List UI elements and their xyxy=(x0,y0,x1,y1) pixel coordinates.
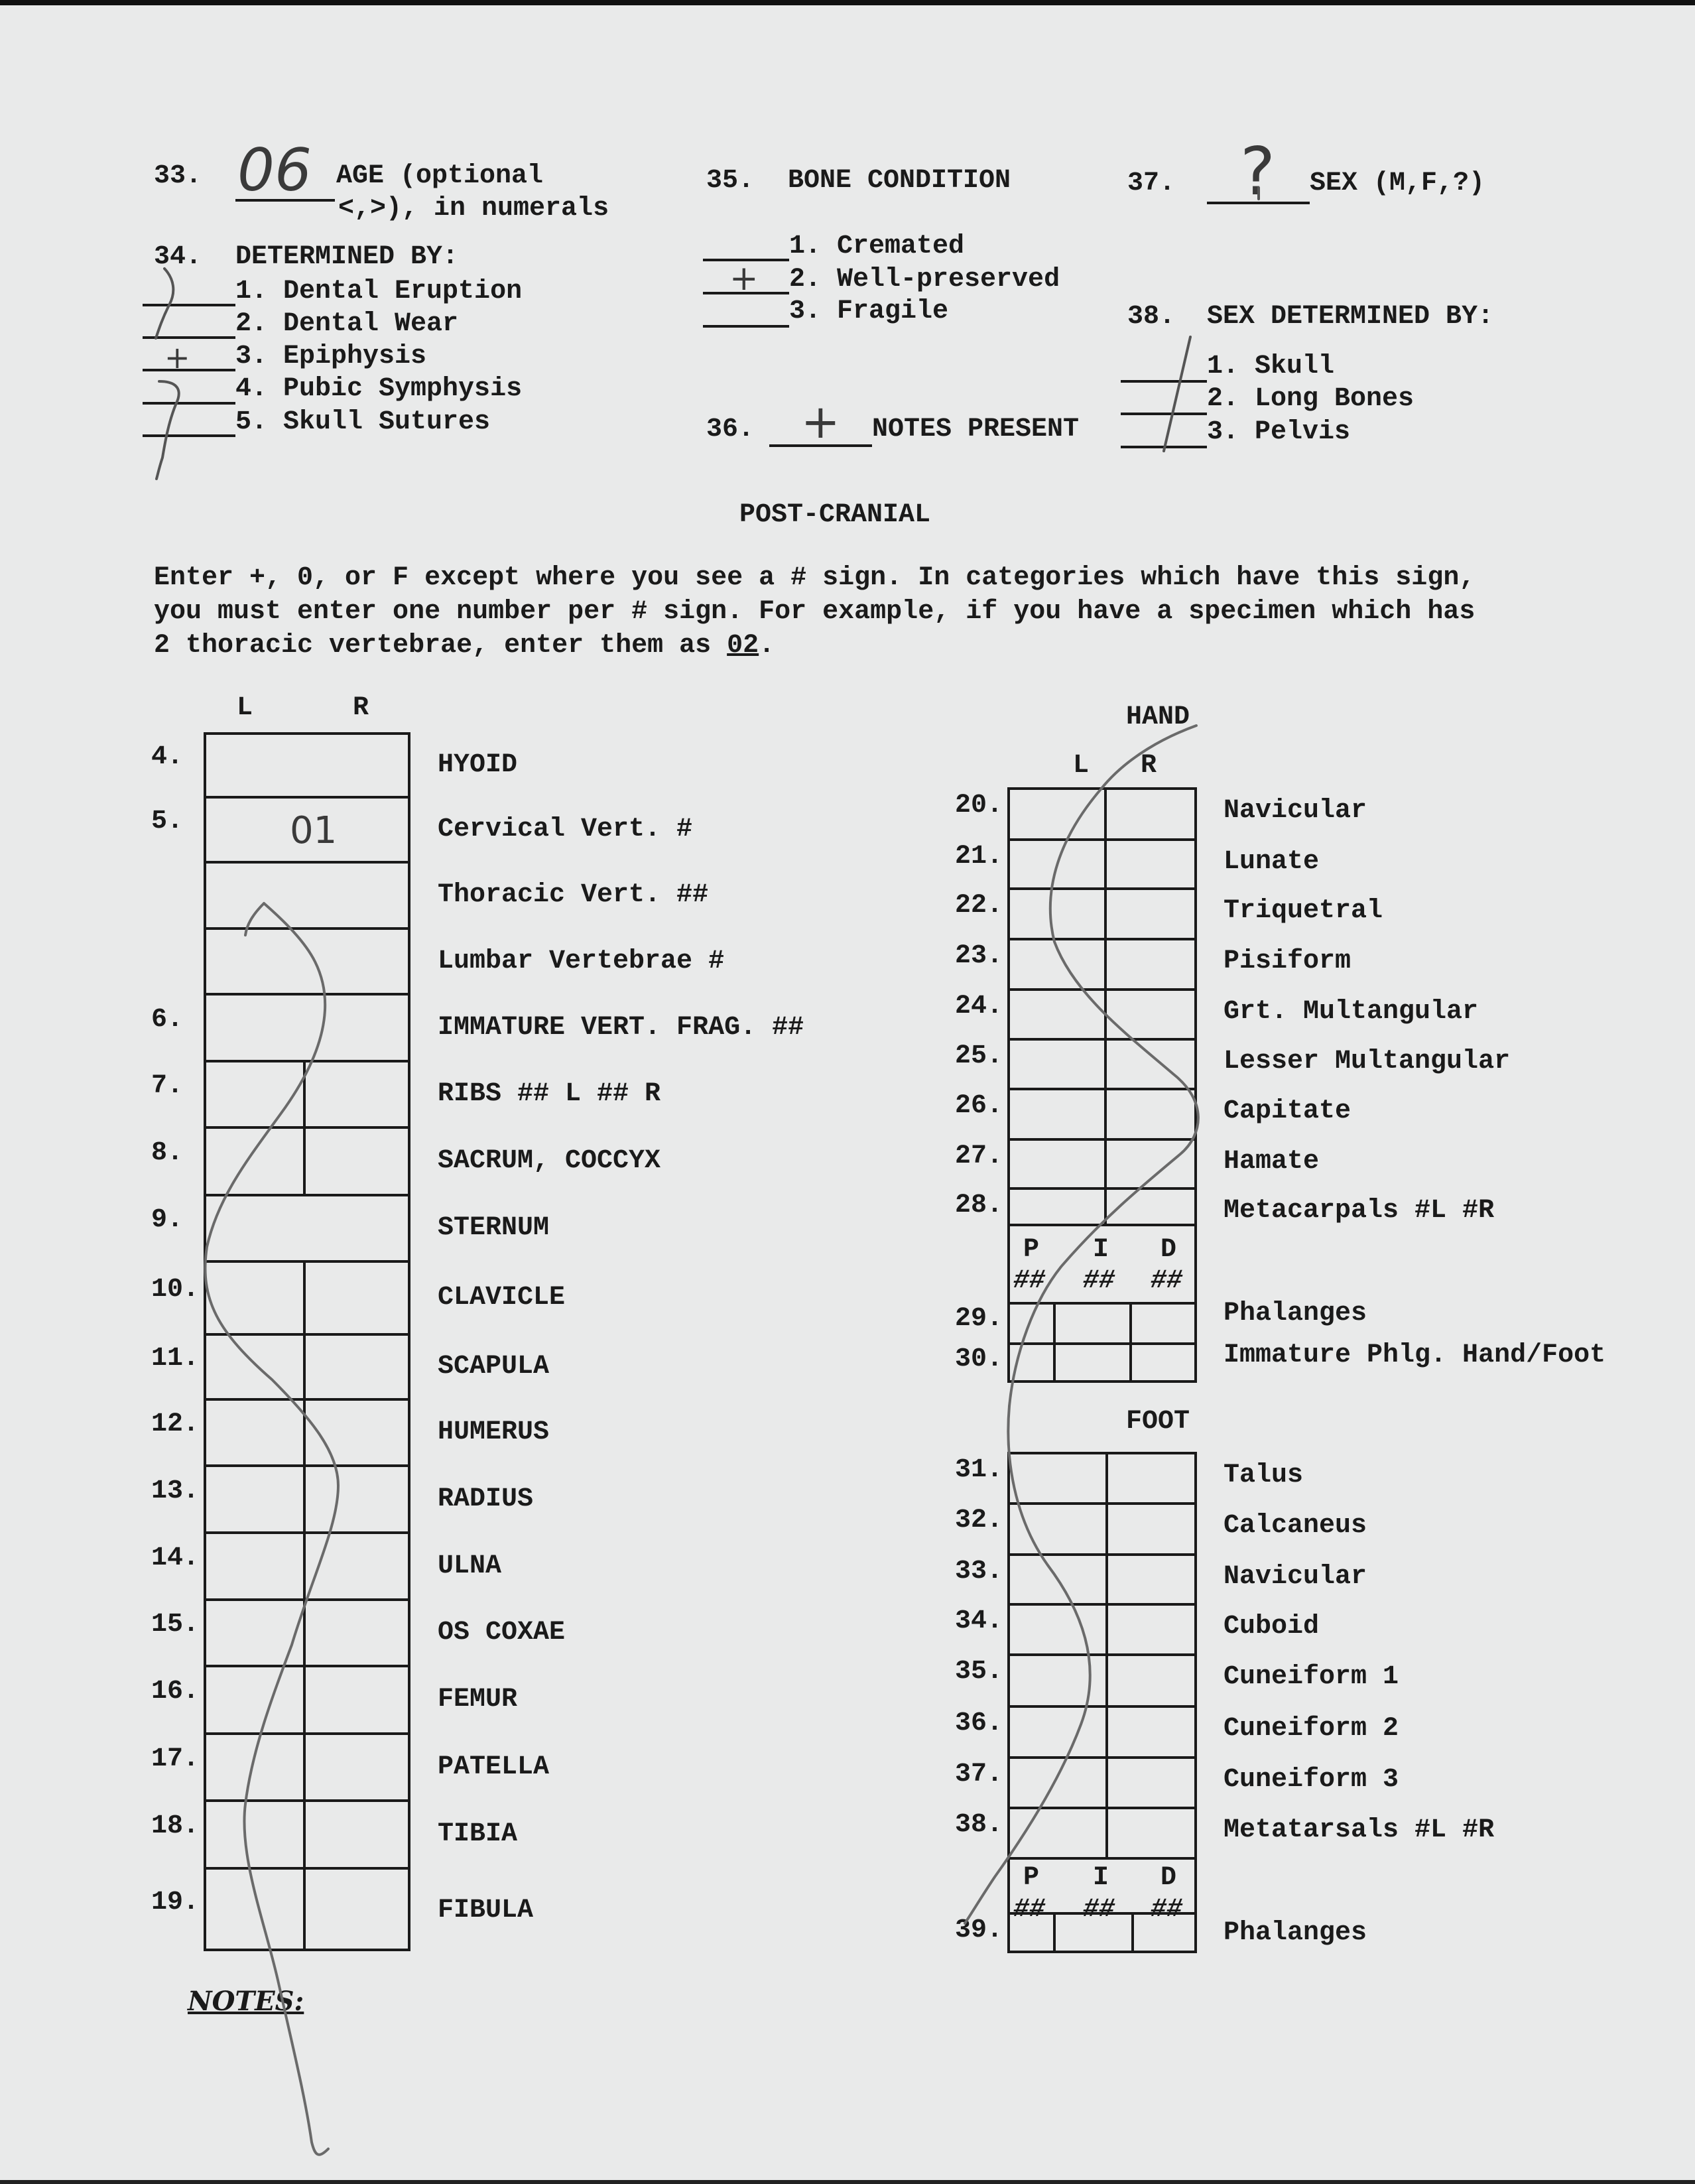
row-label: RIBS ## L ## R xyxy=(438,1079,661,1109)
checkbox-line[interactable] xyxy=(143,402,235,405)
pid-mark: ## xyxy=(1013,1895,1046,1925)
entry-cell[interactable] xyxy=(204,1194,410,1260)
pid-mark: ## xyxy=(1083,1895,1115,1925)
column-header-left: L xyxy=(237,693,253,723)
entry-cell[interactable] xyxy=(204,1598,410,1665)
determined-by-title: DETERMINED BY: xyxy=(235,242,459,272)
checkbox-line[interactable] xyxy=(143,304,235,306)
row-number: 31. xyxy=(955,1455,1003,1485)
item-label: 5. Skull Sutures xyxy=(235,407,491,437)
entry-cell-left[interactable] xyxy=(1007,838,1104,887)
row-label: Phalanges xyxy=(1224,1918,1367,1948)
checkbox-line[interactable] xyxy=(703,325,789,328)
item-label: 3. Epiphysis xyxy=(235,342,427,371)
checkbox-line[interactable] xyxy=(1121,446,1207,448)
entry-cell-left[interactable] xyxy=(1007,1088,1104,1138)
entry-cell[interactable] xyxy=(204,1531,410,1598)
row-label: Lumbar Vertebrae # xyxy=(438,946,725,976)
row-label: Immature Phlg. Hand/Foot xyxy=(1224,1340,1606,1370)
phalanx-cell-p[interactable] xyxy=(1007,1302,1053,1342)
checkbox-line[interactable] xyxy=(1121,380,1207,383)
row-number: 14. xyxy=(151,1543,200,1573)
row-label: Cuneiform 2 xyxy=(1224,1714,1399,1744)
row-label: Lesser Multangular xyxy=(1224,1047,1511,1076)
entry-cell-right[interactable] xyxy=(1104,1187,1197,1224)
entry-cell[interactable] xyxy=(204,1464,410,1531)
entry-cell-right[interactable] xyxy=(1104,838,1197,887)
column-header-right: R xyxy=(353,693,369,723)
entry-cell-left[interactable] xyxy=(1007,1187,1104,1224)
entry-cell[interactable] xyxy=(204,1333,410,1398)
age-label: AGE (optional xyxy=(336,161,544,191)
row-label: IMMATURE VERT. FRAG. ## xyxy=(438,1012,804,1043)
entry-cell-left[interactable] xyxy=(1007,1553,1105,1603)
phalanx-cell-d[interactable] xyxy=(1129,1302,1197,1342)
row-number: 36. xyxy=(955,1708,1003,1738)
column-header-left: L xyxy=(1073,751,1090,781)
entry-cell-right[interactable] xyxy=(1104,887,1197,938)
row-number: 34. xyxy=(955,1606,1003,1636)
notes-label: NOTES: xyxy=(188,1986,304,2017)
row-number: 8. xyxy=(151,1138,184,1168)
row-number: 22. xyxy=(955,891,1003,921)
well-preserved-mark: + xyxy=(729,259,759,298)
entry-cell-left[interactable] xyxy=(1007,887,1104,938)
row-label: FEMUR xyxy=(438,1685,518,1714)
scan-edge-bottom xyxy=(0,2180,1695,2184)
row-number: 38. xyxy=(955,1810,1003,1840)
entry-cell-right[interactable] xyxy=(1104,787,1197,838)
item-label: 1. Skull xyxy=(1207,352,1335,381)
post-cranial-title: POST-CRANIAL xyxy=(739,500,931,530)
row-number: 28. xyxy=(955,1190,1003,1220)
entry-cell[interactable] xyxy=(204,1260,410,1333)
row-number: 29. xyxy=(955,1304,1003,1334)
phalanx-cell-d[interactable] xyxy=(1131,1912,1197,1953)
entry-cell-right[interactable] xyxy=(1104,938,1197,988)
checkbox-line[interactable] xyxy=(1121,413,1207,415)
item-label: 3. Pelvis xyxy=(1207,417,1351,447)
row-number: 11. xyxy=(151,1344,200,1374)
row-number: 32. xyxy=(955,1506,1003,1535)
item-label: 2. Long Bones xyxy=(1207,384,1414,414)
scan-edge-top xyxy=(0,0,1695,5)
checkbox-line[interactable] xyxy=(143,336,235,339)
row-label: SACRUM, COCCYX xyxy=(438,1146,661,1176)
column-header-right: R xyxy=(1141,751,1157,781)
row-number: 20. xyxy=(955,791,1003,820)
entry-cell-right[interactable] xyxy=(1105,1502,1197,1553)
phalanx-cell-i[interactable] xyxy=(1053,1302,1129,1342)
entry-cell[interactable] xyxy=(204,861,410,927)
entry-cell-left[interactable] xyxy=(1007,1756,1105,1807)
entry-cell-right[interactable] xyxy=(1105,1756,1197,1807)
notes-present-value[interactable]: + xyxy=(801,395,840,449)
pid-mark: ## xyxy=(1083,1266,1115,1296)
hand-title: HAND xyxy=(1126,702,1190,732)
row-label: RADIUS xyxy=(438,1484,534,1514)
pid-mark: ## xyxy=(1013,1266,1046,1296)
instruction-text: 2 thoracic vertebrae, enter them as xyxy=(154,631,727,661)
entry-cell-right[interactable] xyxy=(1105,1452,1197,1502)
row-number: 35. xyxy=(955,1657,1003,1687)
pid-header: I xyxy=(1093,1863,1109,1893)
phalanx-cell-p[interactable] xyxy=(1007,1912,1053,1953)
row-number: 27. xyxy=(955,1141,1003,1171)
row-divider xyxy=(1007,1857,1197,1860)
entry-cell-left[interactable] xyxy=(1007,787,1104,838)
sex-determined-stroke xyxy=(1164,337,1190,451)
row-label: Cuneiform 1 xyxy=(1224,1662,1399,1692)
entry-cell[interactable] xyxy=(204,1126,410,1194)
row-number: 10. xyxy=(151,1275,200,1305)
pid-header: P xyxy=(1023,1863,1040,1893)
pid-mark: ## xyxy=(1151,1895,1183,1925)
item-label: 2. Well-preserved xyxy=(789,265,1060,294)
entry-cell-left[interactable] xyxy=(1007,1807,1105,1857)
row-label: Capitate xyxy=(1224,1096,1351,1126)
entry-cell-right[interactable] xyxy=(1105,1807,1197,1857)
row-label: STERNUM xyxy=(438,1213,550,1243)
row-label: PATELLA xyxy=(438,1752,550,1782)
row-label: Metacarpals #L #R xyxy=(1224,1196,1495,1226)
row-number: 13. xyxy=(151,1476,200,1506)
pid-header: P xyxy=(1023,1235,1040,1265)
instruction-line: you must enter one number per # sign. For example, if you have a specimen which has xyxy=(154,597,1475,627)
entry-cell-left[interactable] xyxy=(1007,1452,1105,1502)
age-number: 33. xyxy=(154,161,202,191)
row-divider xyxy=(1007,1224,1197,1226)
row-number: 39. xyxy=(955,1915,1003,1945)
pid-mark: ## xyxy=(1151,1266,1183,1296)
entry-cell-right[interactable] xyxy=(1104,1038,1197,1088)
row-number: 7. xyxy=(151,1071,184,1101)
entry-cell-left[interactable] xyxy=(1007,1603,1105,1653)
row-label: Cervical Vert. # xyxy=(438,814,693,844)
row-number: 33. xyxy=(955,1557,1003,1586)
entry-cell-right[interactable] xyxy=(1105,1653,1197,1705)
row-label: Thoracic Vert. ## xyxy=(438,880,709,910)
row-label: Talus xyxy=(1224,1460,1304,1490)
row-number: 12. xyxy=(151,1409,200,1439)
sex-determined-by-number: 38. xyxy=(1127,302,1176,332)
row-number: 18. xyxy=(151,1811,200,1841)
entry-value[interactable]: 01 xyxy=(290,809,338,852)
row-label: Phalanges xyxy=(1224,1299,1367,1328)
row-label: HYOID xyxy=(438,750,518,780)
entry-cell[interactable] xyxy=(204,732,410,796)
instruction-line: Enter +, 0, or F except where you see a # sign. In categories which have this sign, xyxy=(154,563,1475,593)
entry-cell-right[interactable] xyxy=(1105,1553,1197,1603)
row-label: SCAPULA xyxy=(438,1352,550,1381)
entry-cell-left[interactable] xyxy=(1007,1138,1104,1187)
row-number: 15. xyxy=(151,1610,200,1639)
pid-header: D xyxy=(1161,1863,1177,1893)
entry-cell[interactable] xyxy=(204,1060,410,1126)
age-determined-stroke-2 xyxy=(157,381,179,479)
foot-title: FOOT xyxy=(1126,1407,1190,1437)
row-label: TIBIA xyxy=(438,1819,518,1849)
row-number: 23. xyxy=(955,941,1003,971)
sex-determined-by-title: SEX DETERMINED BY: xyxy=(1207,302,1494,332)
row-label: Triquetral xyxy=(1224,896,1383,926)
row-number: 37. xyxy=(955,1760,1003,1789)
entry-cell[interactable] xyxy=(204,1867,410,1951)
age-label-sub: <,>), in numerals xyxy=(338,194,609,224)
example-suffix: . xyxy=(759,631,775,661)
item-label: 1. Dental Eruption xyxy=(235,277,523,306)
phalanx-cell-d[interactable] xyxy=(1129,1342,1197,1383)
row-label: Pisiform xyxy=(1224,946,1351,976)
item-label: 3. Fragile xyxy=(789,296,949,326)
row-number: 21. xyxy=(955,842,1003,871)
sex-value[interactable]: ? xyxy=(1240,133,1276,210)
row-number: 26. xyxy=(955,1091,1003,1121)
row-label: Navicular xyxy=(1224,1562,1367,1592)
row-label: Cuneiform 3 xyxy=(1224,1765,1399,1795)
bone-condition-title: BONE CONDITION xyxy=(788,166,1011,196)
row-label: Grt. Multangular xyxy=(1224,997,1479,1027)
entry-cell-left[interactable] xyxy=(1007,988,1104,1038)
entry-cell[interactable] xyxy=(204,993,410,1060)
row-number: 5. xyxy=(151,806,184,836)
sex-number: 37. xyxy=(1127,168,1176,198)
entry-cell[interactable] xyxy=(204,927,410,993)
notes-present-number: 36. xyxy=(706,415,755,444)
row-label: HUMERUS xyxy=(438,1417,550,1447)
row-label: Calcaneus xyxy=(1224,1511,1367,1541)
row-number: 30. xyxy=(955,1344,1003,1374)
epiphysis-mark: + xyxy=(164,340,190,375)
pid-header: I xyxy=(1093,1235,1109,1265)
row-label: OS COXAE xyxy=(438,1618,566,1647)
pid-header: D xyxy=(1161,1235,1177,1265)
notes-present-label: NOTES PRESENT xyxy=(872,415,1080,444)
entry-cell[interactable] xyxy=(204,1732,410,1799)
phalanx-cell-p[interactable] xyxy=(1007,1342,1053,1383)
entry-cell-left[interactable] xyxy=(1007,1705,1105,1756)
phalanx-cell-i[interactable] xyxy=(1053,1912,1131,1953)
entry-cell-left[interactable] xyxy=(1007,1038,1104,1088)
entry-cell[interactable] xyxy=(204,1665,410,1732)
row-number: 24. xyxy=(955,992,1003,1021)
row-label: FIBULA xyxy=(438,1895,534,1925)
entry-cell-left[interactable] xyxy=(1007,1502,1105,1553)
row-number: 6. xyxy=(151,1004,184,1035)
item-label: 2. Dental Wear xyxy=(235,309,459,339)
example-value: 02 xyxy=(727,631,759,661)
entry-cell-right[interactable] xyxy=(1104,1088,1197,1138)
entry-cell-right[interactable] xyxy=(1104,988,1197,1038)
checkbox-line[interactable] xyxy=(143,434,235,437)
row-label: Hamate xyxy=(1224,1147,1320,1177)
row-number: 4. xyxy=(151,742,184,772)
entry-cell-right[interactable] xyxy=(1105,1603,1197,1653)
row-number: 17. xyxy=(151,1744,200,1774)
entry-cell[interactable] xyxy=(204,1398,410,1464)
entry-cell[interactable] xyxy=(204,1799,410,1867)
sex-label: SEX (M,F,?) xyxy=(1310,168,1485,198)
phalanx-cell-i[interactable] xyxy=(1053,1342,1129,1383)
row-number: 9. xyxy=(151,1205,184,1235)
entry-cell-left[interactable] xyxy=(1007,1653,1105,1705)
row-number: 25. xyxy=(955,1041,1003,1071)
entry-cell-right[interactable] xyxy=(1105,1705,1197,1756)
entry-cell-right[interactable] xyxy=(1104,1138,1197,1187)
row-number: 19. xyxy=(151,1887,200,1917)
age-value[interactable]: 06 xyxy=(237,136,312,204)
determined-by-number: 34. xyxy=(154,242,202,272)
row-label: Navicular xyxy=(1224,796,1367,826)
row-label: ULNA xyxy=(438,1551,502,1581)
bone-condition-number: 35. xyxy=(706,166,755,196)
instruction-line xyxy=(154,633,775,659)
row-label: Cuboid xyxy=(1224,1612,1320,1641)
item-label: 1. Cremated xyxy=(789,231,965,261)
row-label: Metatarsals #L #R xyxy=(1224,1815,1495,1845)
item-label: 4. Pubic Symphysis xyxy=(235,374,523,404)
row-number: 16. xyxy=(151,1677,200,1706)
entry-cell-left[interactable] xyxy=(1007,938,1104,988)
row-label: CLAVICLE xyxy=(438,1283,566,1313)
row-label: Lunate xyxy=(1224,847,1320,877)
